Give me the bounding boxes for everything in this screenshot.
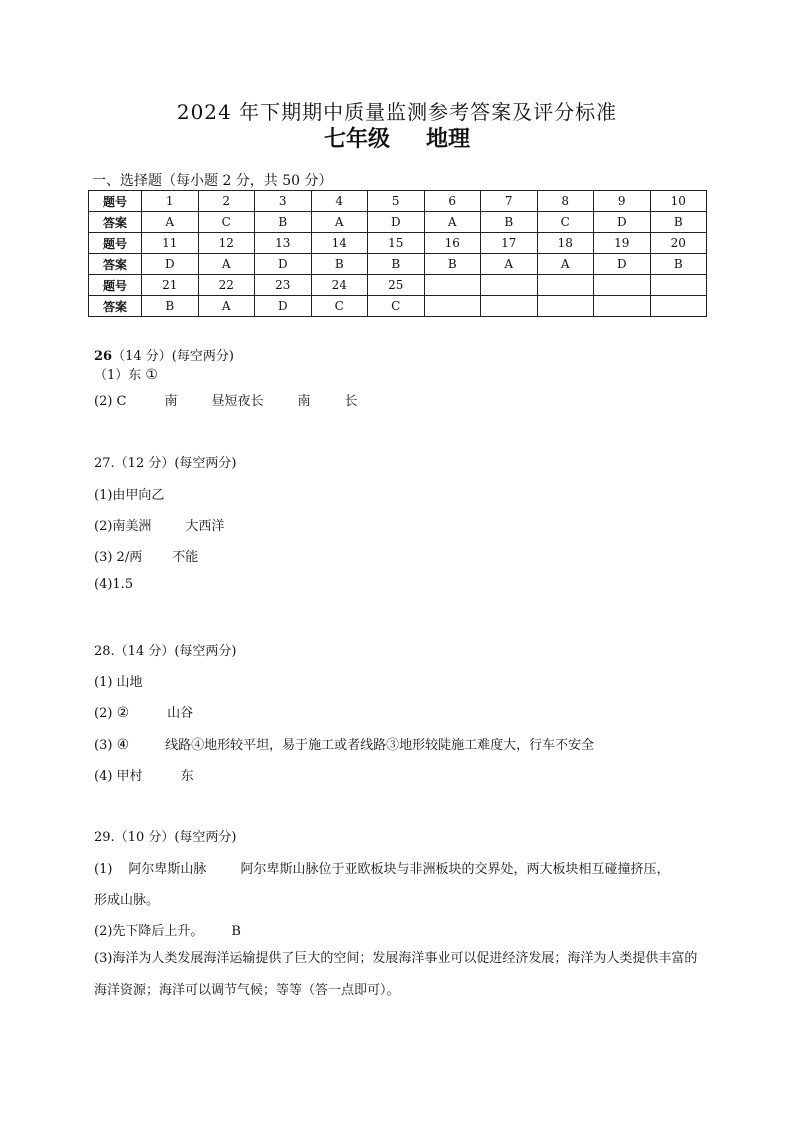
question-number-cell: 11 — [142, 233, 199, 254]
question-number-cell: 17 — [481, 233, 538, 254]
question-number-cell: 7 — [481, 191, 538, 212]
answer-cell: B — [481, 212, 538, 233]
answer-cell: B — [255, 212, 312, 233]
q27-answer-3a: (3) 2/两 — [94, 550, 143, 565]
q28-answer-2c: 山谷 — [167, 706, 194, 721]
row-label: 题号 — [89, 233, 142, 254]
grade-label: 七年级 — [323, 126, 390, 152]
question-number-cell: 16 — [424, 233, 481, 254]
q28-line3 — [94, 734, 594, 753]
row-label: 答案 — [89, 254, 142, 275]
question-number-cell: 4 — [311, 191, 368, 212]
answer-cell: B — [368, 254, 425, 275]
page-subtitle — [0, 122, 794, 153]
answer-cell: A — [537, 254, 594, 275]
answer-cell: A — [424, 212, 481, 233]
question-number-cell: 21 — [142, 275, 199, 296]
q26-number: 26 — [94, 349, 113, 364]
answer-cell: B — [650, 212, 707, 233]
q28-answer-2a: (2) — [94, 706, 113, 721]
question-number-cell: 3 — [255, 191, 312, 212]
subject-label: 地理 — [426, 126, 471, 152]
q28-line1: (1) 山地 — [94, 675, 143, 690]
answer-cell — [424, 296, 481, 317]
q28-answer-3a: (3) — [94, 738, 113, 753]
question-number-cell: 6 — [424, 191, 481, 212]
answer-cell — [481, 296, 538, 317]
q26-answer-2c: 昼短夜长 — [211, 394, 264, 409]
question-number-cell: 18 — [537, 233, 594, 254]
question-number-cell — [481, 275, 538, 296]
answer-table — [88, 190, 707, 317]
q26-line1 — [94, 364, 158, 383]
question-number-row — [89, 275, 707, 296]
q28-heading: 28.（14 分）(每空两分) — [94, 644, 237, 659]
q27-answer-2b: 大西洋 — [185, 519, 225, 534]
answer-cell: A — [311, 212, 368, 233]
answer-cell: A — [142, 212, 199, 233]
answer-cell: C — [368, 296, 425, 317]
answer-cell — [537, 296, 594, 317]
q29-answer-2a: (2)先下降后上升。 — [94, 924, 204, 939]
q27-heading: 27.（12 分）(每空两分) — [94, 456, 237, 471]
q29-line2 — [94, 920, 241, 939]
answer-cell: D — [594, 212, 651, 233]
q27-line4: (4)1.5 — [94, 577, 134, 592]
q29-line3: (3)海洋为人类发展海洋运输提供了巨大的空间；发展海洋事业可以促进经济发展；海洋为人类提供丰富的海洋资源；海洋可以调节气候；等等（答一点即可）。 — [94, 951, 698, 998]
answer-cell: C — [537, 212, 594, 233]
q29-answer-1a: (1) — [94, 862, 113, 877]
answer-row — [89, 296, 707, 317]
row-label: 题号 — [89, 275, 142, 296]
q29-answer-1c: 阿尔卑斯山脉位于亚欧板块与非洲板块的交界处，两大板块相互碰撞挤压， — [240, 862, 670, 877]
q27-answer-3b: 不能 — [172, 550, 199, 565]
question-number-cell: 8 — [537, 191, 594, 212]
q28-answer-2b: ② — [116, 705, 130, 721]
answer-cell: A — [481, 254, 538, 275]
question-number-cell: 23 — [255, 275, 312, 296]
row-label: 答案 — [89, 296, 142, 317]
question-number-cell: 25 — [368, 275, 425, 296]
answer-cell: B — [424, 254, 481, 275]
question-number-cell: 10 — [650, 191, 707, 212]
answer-cell: A — [198, 254, 255, 275]
q27-line1: (1)由甲向乙 — [94, 488, 165, 503]
q26-line2 — [94, 390, 358, 409]
answer-cell: A — [198, 296, 255, 317]
question-number-cell: 20 — [650, 233, 707, 254]
row-label: 答案 — [89, 212, 142, 233]
q28-answer-4a: (4) 甲村 — [94, 769, 143, 784]
answer-cell: D — [142, 254, 199, 275]
question-number-cell — [537, 275, 594, 296]
question-number-cell: 13 — [255, 233, 312, 254]
question-number-row — [89, 191, 707, 212]
question-number-cell: 2 — [198, 191, 255, 212]
q26-heading — [94, 345, 234, 364]
q26-answer-2d: 南 — [297, 394, 311, 409]
q27-line2 — [94, 515, 224, 534]
q28-line2 — [94, 702, 193, 721]
q29-line1 — [94, 858, 669, 877]
answer-cell: B — [311, 254, 368, 275]
question-number-cell: 9 — [594, 191, 651, 212]
section1-heading: 一、选择题（每小题 2 分，共 50 分） — [92, 173, 333, 189]
answer-row — [89, 212, 707, 233]
answer-cell — [650, 296, 707, 317]
answer-cell: D — [594, 254, 651, 275]
answer-cell: C — [198, 212, 255, 233]
q28-answer-3c: 线路④地形较平坦，易于施工或者线路③地形较陡施工难度大，行车不安全 — [165, 738, 595, 753]
question-number-cell: 14 — [311, 233, 368, 254]
q29-line1-cont: 形成山脉。 — [94, 893, 160, 908]
q26-answer-1b: ① — [145, 367, 158, 383]
answer-cell: D — [255, 254, 312, 275]
page-title: 2024 年下期期中质量监测参考答案及评分标准 — [176, 100, 618, 124]
answer-cell: D — [255, 296, 312, 317]
q26-answer-2e: 长 — [344, 394, 358, 409]
q28-answer-3b: ④ — [116, 737, 130, 753]
q29-heading: 29.（10 分）(每空两分) — [94, 830, 237, 845]
q27-answer-2a: (2)南美洲 — [94, 519, 152, 534]
question-number-cell: 15 — [368, 233, 425, 254]
question-number-cell — [424, 275, 481, 296]
answer-cell: C — [311, 296, 368, 317]
q26-score: （14 分）(每空两分) — [112, 349, 234, 364]
row-label: 题号 — [89, 191, 142, 212]
q26-answer-1a: （1）东 — [94, 368, 142, 383]
answer-cell — [594, 296, 651, 317]
question-number-cell: 24 — [311, 275, 368, 296]
q26-answer-2a: (2) C — [94, 394, 127, 409]
question-number-cell: 12 — [198, 233, 255, 254]
question-number-cell: 19 — [594, 233, 651, 254]
answer-cell: B — [142, 296, 199, 317]
answer-cell: B — [650, 254, 707, 275]
q28-answer-4b: 东 — [180, 769, 194, 784]
question-number-cell: 1 — [142, 191, 199, 212]
question-number-cell — [650, 275, 707, 296]
q29-answer-1b: 阿尔卑斯山脉 — [128, 862, 207, 877]
question-number-cell: 5 — [368, 191, 425, 212]
answer-cell: D — [368, 212, 425, 233]
question-number-cell — [594, 275, 651, 296]
answer-row — [89, 254, 707, 275]
q29-answer-2b: B — [231, 924, 241, 939]
q27-line3 — [94, 546, 198, 565]
q28-line4 — [94, 765, 194, 784]
question-number-cell: 22 — [198, 275, 255, 296]
question-number-row — [89, 233, 707, 254]
q26-answer-2b: 南 — [164, 394, 178, 409]
